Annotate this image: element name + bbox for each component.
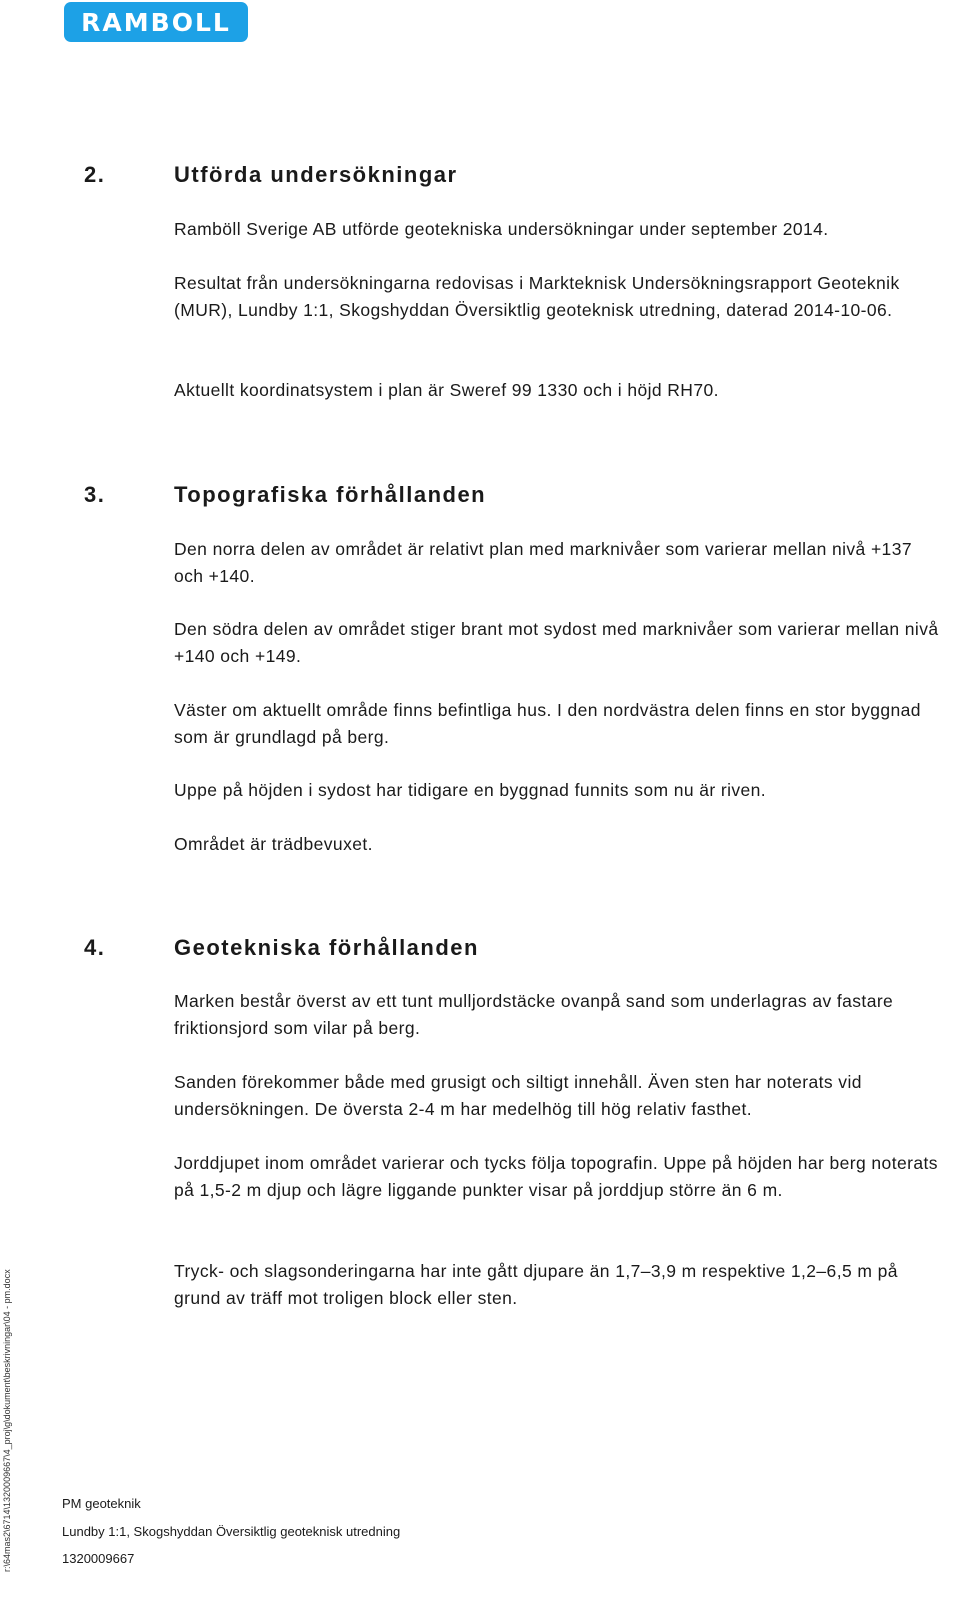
footer-project: Lundby 1:1, Skogshyddan Översiktlig geoteknisk utredning — [62, 1524, 401, 1539]
section-title: Topografiska förhållanden — [174, 482, 487, 507]
paragraph: Resultat från undersökningarna redovisas i Markteknisk Undersökningsrapport Geoteknik (MUR), Lundby 1:1, Skogshyddan Översiktlig geoteknisk utredning, daterad 2014-10-06. — [174, 273, 900, 320]
section-3-body — [84, 536, 944, 590]
section-2 — [84, 161, 954, 189]
section-number: 4. — [84, 935, 106, 960]
section-2-body — [84, 377, 954, 404]
section-heading — [84, 161, 954, 189]
section-3-body — [84, 697, 924, 751]
paragraph: Den norra delen av området är relativt plan med marknivåer som varierar mellan nivå +137 och +140. — [174, 539, 912, 586]
paragraph: Tryck- och slagsonderingarna har inte gått djupare än 1,7–3,9 m respektive 1,2–6,5 m på grund av träff mot troligen block eller sten. — [174, 1261, 898, 1308]
section-3-body — [84, 777, 954, 804]
section-3 — [84, 481, 954, 509]
section-4 — [84, 934, 954, 962]
paragraph: Jorddjupet inom området varierar och tycks följa topografin. Uppe på höjden har berg noterats på 1,5-2 m djup och lägre liggande punkter visar på jorddjup större än 6 m. — [174, 1153, 938, 1200]
paragraph: Uppe på höjden i sydost har tidigare en byggnad funnits som nu är riven. — [174, 780, 767, 800]
section-heading — [84, 934, 954, 962]
paragraph: Aktuellt koordinatsystem i plan är Sweref 99 1330 och i höjd RH70. — [174, 380, 719, 400]
paragraph: Ramböll Sverige AB utförde geotekniska undersökningar under september 2014. — [174, 219, 829, 239]
paragraph: Den södra delen av området stiger brant mot sydost med marknivåer som varierar mellan nivå +140 och +149. — [174, 619, 939, 666]
section-heading — [84, 481, 954, 509]
section-4-body — [84, 988, 944, 1042]
footer-doc-type: PM geoteknik — [62, 1496, 141, 1511]
section-3-body — [84, 831, 954, 858]
section-4-body — [84, 1150, 944, 1204]
section-4-body — [84, 1069, 944, 1123]
section-3-body — [84, 616, 954, 670]
section-2-body — [84, 270, 924, 324]
section-title: Utförda undersökningar — [174, 162, 458, 187]
paragraph: Sanden förekommer både med grusigt och siltigt innehåll. Även sten har noterats vid undersökningen. De översta 2-4 m har medelhög till hög relativ fasthet. — [174, 1072, 862, 1119]
section-number: 2. — [84, 162, 106, 187]
logo-text: RAMBOLL — [81, 7, 231, 37]
section-number: 3. — [84, 482, 106, 507]
paragraph: Väster om aktuellt område finns befintliga hus. I den nordvästra delen finns en stor byggnad som är grundlagd på berg. — [174, 700, 921, 747]
ramboll-logo — [64, 2, 248, 42]
section-title: Geotekniska förhållanden — [174, 935, 479, 960]
paragraph: Marken består överst av ett tunt mulljordstäcke ovanpå sand som underlagras av fastare friktionsjord som vilar på berg. — [174, 991, 894, 1038]
paragraph: Området är trädbevuxet. — [174, 834, 373, 854]
footer-number: 1320009667 — [62, 1551, 135, 1566]
section-2-body — [84, 216, 954, 243]
section-4-body — [84, 1258, 944, 1312]
file-path-margin: r:\64mas2\6714\1320009667\4_proj\g\dokument\beskrivningar\04 - pm.docx — [2, 1269, 12, 1572]
